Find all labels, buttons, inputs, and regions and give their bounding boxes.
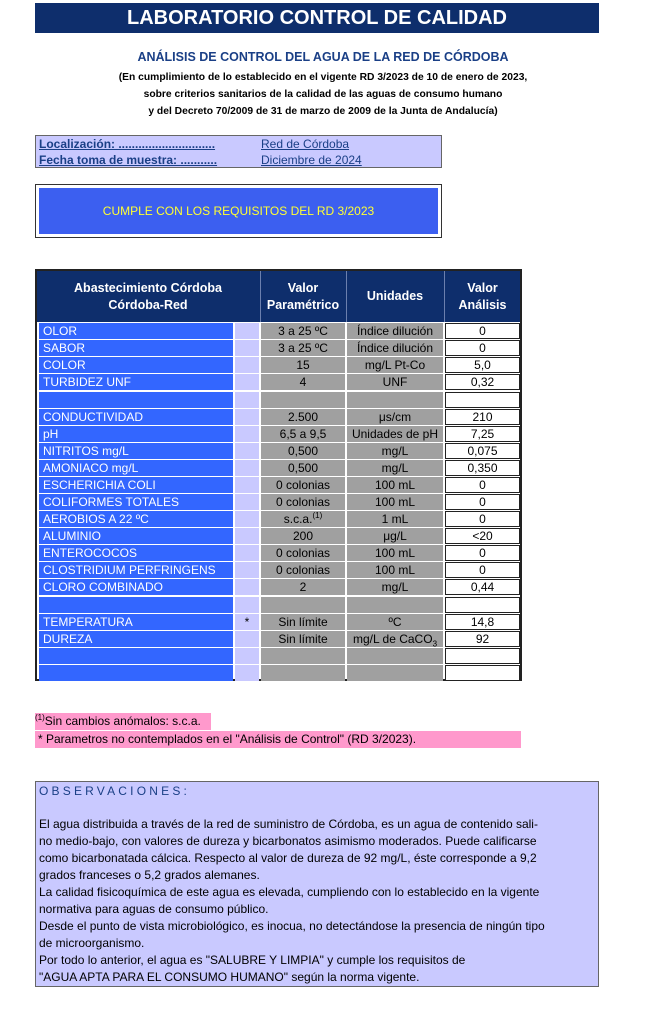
unit: 1 mL <box>347 511 443 527</box>
parameter-name: CONDUCTIVIDAD <box>39 409 233 425</box>
unit: ºC <box>347 614 443 630</box>
legal-line: sobre criterios sanitarios de la calidad de las aguas de consumo humano <box>143 89 503 100</box>
table-row <box>37 648 520 665</box>
table-row <box>37 477 520 494</box>
table-row <box>37 374 520 391</box>
analysis-value <box>445 648 520 664</box>
parametric-value: 15 <box>261 357 345 373</box>
parametric-value: 3 a 25 ºC <box>261 323 345 339</box>
unit: 100 mL <box>347 562 443 578</box>
table-row <box>37 545 520 562</box>
parameter-name: AEROBIOS A 22 ºC <box>39 511 233 527</box>
table-row <box>37 528 520 545</box>
header-supply: Abastecimiento Córdoba Córdoba-Red <box>74 280 222 312</box>
unit: Unidades de pH <box>347 426 443 442</box>
unit: UNF <box>347 374 443 390</box>
asterisk-mark <box>235 545 259 561</box>
analysis-value: 0,075 <box>445 443 520 459</box>
unit <box>347 665 443 681</box>
analysis-value: 0 <box>445 511 520 527</box>
table-row <box>37 511 520 528</box>
location-row <box>39 136 349 152</box>
table-row <box>37 614 520 631</box>
parameter-name: CLORO COMBINADO <box>39 579 233 595</box>
header-analysis-value: Valor Análisis <box>458 280 507 312</box>
analysis-value: 0 <box>445 323 520 339</box>
location-label: Localización: ............................. <box>39 137 216 151</box>
results-table <box>35 269 522 681</box>
parametric-value <box>261 392 345 408</box>
analysis-value: 0 <box>445 340 520 356</box>
asterisk-mark <box>235 665 259 681</box>
parametric-value: 0 colonias <box>261 494 345 510</box>
legal-line: y del Decreto 70/2009 de 31 de marzo de 2009 de la Junta de Andalucía) <box>148 106 498 117</box>
parametric-value: 4 <box>261 374 345 390</box>
observations-text: El agua distribuida a través de la red de suministro de Córdoba, es un agua de contenido sali- no medio-bajo, con valores de dureza y bicarbonatos asimismo moderados. Puede calificarse como bicarbonatada cálcica. Respecto al valor de dureza de 92 mg/L, éste corresponde a 9,2 grados franceses o 5,2 grados alemanes. La calidad fisicoquímica de este agua es elevada, cumpliendo con lo establecido en la vigente normativa para aguas de consumo público. Desde el punto de vista microbiológico, es inocua, no detectándose la presencia de ningún tipo de microorganismo. Por todo lo anterior, el agua es "SALUBRE Y LIMPIA" y cumple los requisitos de "AGUA APTA PARA EL CONSUMO HUMANO" según la norma vigente. <box>39 817 545 984</box>
page-title: LABORATORIO CONTROL DE CALIDAD <box>35 3 599 33</box>
footnote-not-contemplated: * Parametros no contemplados en el "Análisis de Control" (RD 3/2023). <box>35 731 521 748</box>
asterisk-mark <box>235 443 259 459</box>
unit: 100 mL <box>347 494 443 510</box>
parameter-name: ESCHERICHIA COLI <box>39 477 233 493</box>
unit: μs/cm <box>347 409 443 425</box>
parameter-name: ALUMINIO <box>39 528 233 544</box>
unit: mg/L <box>347 460 443 476</box>
unit: mg/L Pt-Co <box>347 357 443 373</box>
unit <box>347 392 443 408</box>
table-row <box>37 323 520 340</box>
sample-date-row <box>39 152 362 168</box>
unit: Índice dilución <box>347 323 443 339</box>
analysis-value: 0 <box>445 477 520 493</box>
unit <box>347 597 443 613</box>
unit: mg/L <box>347 443 443 459</box>
analysis-value: 0,350 <box>445 460 520 476</box>
sample-date-label: Fecha toma de muestra: ........... <box>39 153 218 167</box>
analysis-value: 210 <box>445 409 520 425</box>
table-row <box>37 631 520 648</box>
analysis-value: 14,8 <box>445 614 520 630</box>
parametric-value <box>261 648 345 664</box>
header-units: Unidades <box>366 289 424 303</box>
asterisk-mark <box>235 494 259 510</box>
legal-line: (En cumplimiento de lo establecido en el vigente RD 3/2023 de 10 de enero de 2023, <box>118 72 528 83</box>
analysis-value <box>445 597 520 613</box>
table-row <box>37 392 520 409</box>
table-row <box>37 357 520 374</box>
analysis-value <box>445 665 520 681</box>
report-subtitle: ANÁLISIS DE CONTROL DEL AGUA DE LA RED DE CÓRDOBA <box>137 50 509 64</box>
unit <box>347 648 443 664</box>
asterisk-mark <box>235 562 259 578</box>
asterisk-mark <box>235 357 259 373</box>
asterisk-mark <box>235 579 259 595</box>
parameter-name <box>39 648 233 664</box>
table-row <box>37 665 520 682</box>
parametric-value: Sin límite <box>261 614 345 630</box>
parametric-value: 0 colonias <box>261 545 345 561</box>
observations-title: OBSERVACIONES: <box>39 784 191 798</box>
unit: Índice dilución <box>347 340 443 356</box>
asterisk-mark <box>235 323 259 339</box>
table-row <box>37 409 520 426</box>
parametric-value: Sin límite <box>261 631 345 647</box>
location-value: Red de Córdoba <box>261 137 350 151</box>
analysis-value: 92 <box>445 631 520 647</box>
analysis-value: 0 <box>445 545 520 561</box>
parametric-value: 0 colonias <box>261 477 345 493</box>
unit: 100 mL <box>347 477 443 493</box>
asterisk-mark <box>235 631 259 647</box>
parameter-name: NITRITOS mg/L <box>39 443 233 459</box>
parametric-value: 6,5 a 9,5 <box>261 426 345 442</box>
parametric-value: 0,500 <box>261 443 345 459</box>
parameter-name: COLOR <box>39 357 233 373</box>
table-row <box>37 426 520 443</box>
analysis-value: 0 <box>445 494 520 510</box>
parametric-value: 0 colonias <box>261 562 345 578</box>
asterisk-mark <box>235 477 259 493</box>
parameter-name: CLOSTRIDIUM PERFRINGENS <box>39 562 233 578</box>
parameter-name: pH <box>39 426 233 442</box>
parametric-value: s.c.a.$^{(1)}$ <box>261 511 345 527</box>
parameter-name: AMONIACO mg/L <box>39 460 233 476</box>
asterisk-mark <box>235 374 259 390</box>
unit: mg/L <box>347 579 443 595</box>
asterisk-mark <box>235 426 259 442</box>
analysis-value: 5,0 <box>445 357 520 373</box>
asterisk-mark <box>235 392 259 408</box>
parameter-name <box>39 392 233 408</box>
table-row <box>37 460 520 477</box>
parameter-name <box>39 665 233 681</box>
asterisk-mark <box>235 460 259 476</box>
asterisk-mark <box>235 409 259 425</box>
parametric-value <box>261 597 345 613</box>
parametric-value: 3 a 25 ºC <box>261 340 345 356</box>
asterisk-mark <box>235 648 259 664</box>
unit: mg/L de CaCO$_3$ <box>347 631 443 647</box>
table-row <box>37 340 520 357</box>
compliance-box <box>35 184 442 238</box>
footnote-sca: $^{(1)}$Sin cambios anómalos: s.c.a. <box>35 713 211 730</box>
analysis-value: <20 <box>445 528 520 544</box>
asterisk-mark <box>235 511 259 527</box>
parameter-name: TEMPERATURA <box>39 614 233 630</box>
parametric-value: 2.500 <box>261 409 345 425</box>
analysis-value: 0,44 <box>445 579 520 595</box>
parametric-value: 2 <box>261 579 345 595</box>
analysis-value: 7,25 <box>445 426 520 442</box>
table-row <box>37 494 520 511</box>
parameter-name: COLIFORMES TOTALES <box>39 494 233 510</box>
legal-reference <box>0 69 646 120</box>
table-row <box>37 579 520 596</box>
compliance-status: CUMPLE CON LOS REQUISITOS DEL RD 3/2023 <box>39 188 438 234</box>
analysis-value <box>445 392 520 408</box>
table-row <box>37 597 520 614</box>
asterisk-mark <box>235 340 259 356</box>
table-row <box>37 443 520 460</box>
parameter-name: OLOR <box>39 323 233 339</box>
parameter-name <box>39 597 233 613</box>
asterisk-mark: * <box>235 614 259 630</box>
analysis-value: 0 <box>445 562 520 578</box>
sample-date-value: Diciembre de 2024 <box>261 153 362 167</box>
observations-box <box>35 781 599 987</box>
location-box <box>35 135 442 168</box>
parameter-name: ENTEROCOCOS <box>39 545 233 561</box>
parameter-name: TURBIDEZ UNF <box>39 374 233 390</box>
table-row <box>37 562 520 579</box>
unit: μg/L <box>347 528 443 544</box>
parametric-value: 0,500 <box>261 460 345 476</box>
parameter-name: DUREZA <box>39 631 233 647</box>
asterisk-mark <box>235 597 259 613</box>
analysis-value: 0,32 <box>445 374 520 390</box>
asterisk-mark <box>235 528 259 544</box>
parametric-value <box>261 665 345 681</box>
parameter-name: SABOR <box>39 340 233 356</box>
parametric-value: 200 <box>261 528 345 544</box>
unit: 100 mL <box>347 545 443 561</box>
header-parametric-value: Valor Paramétrico <box>266 280 340 312</box>
